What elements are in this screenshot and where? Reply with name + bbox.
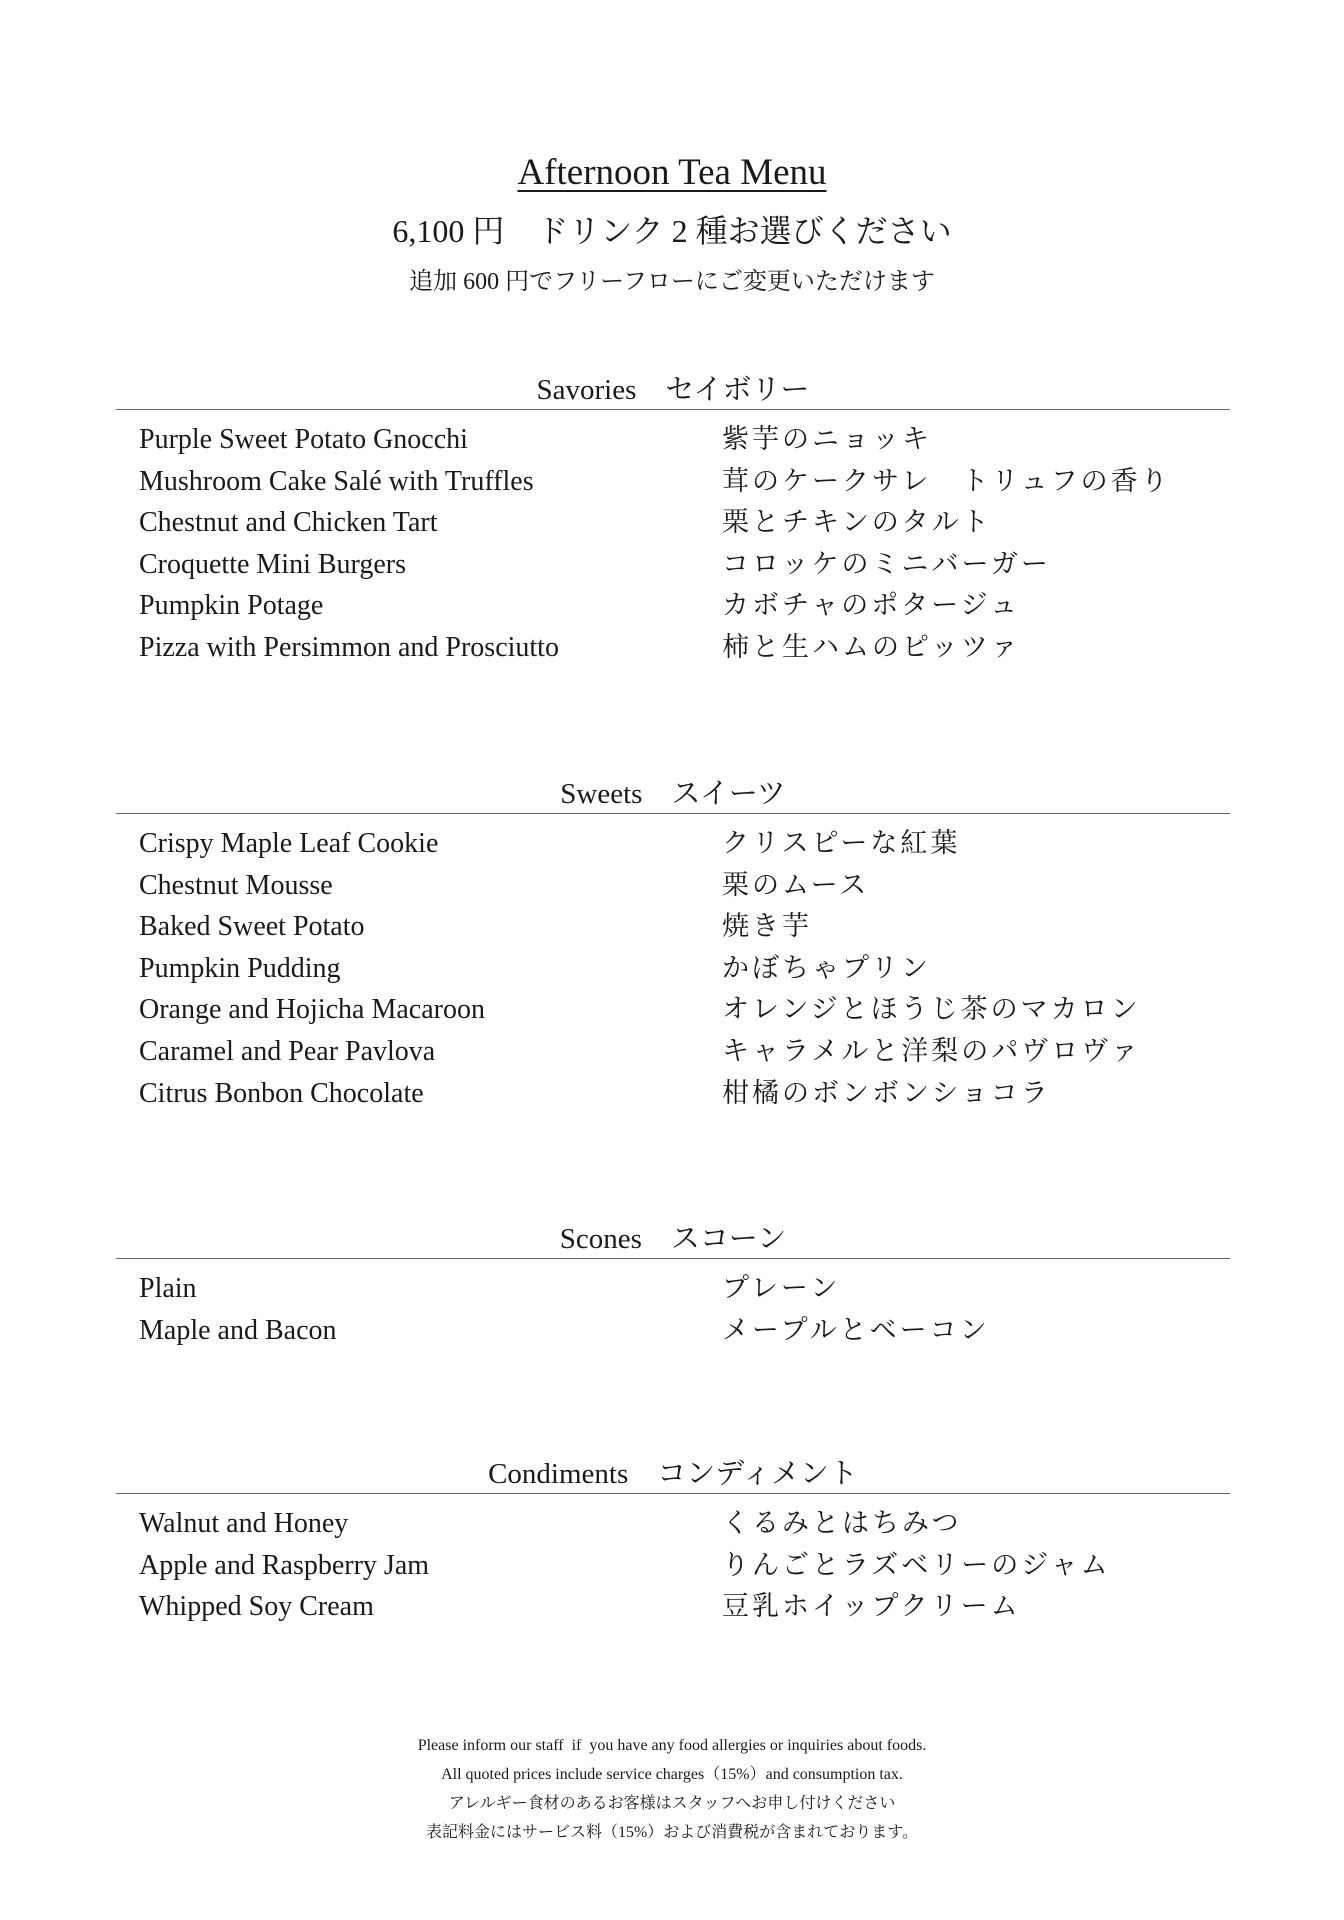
item-list xyxy=(116,1268,1230,1351)
item-name-en: Pumpkin Potage xyxy=(139,590,324,622)
section-heading: Sweets スイーツ xyxy=(560,778,786,810)
section-divider xyxy=(116,1493,1230,1494)
item-name-ja: 柿と生ハムのピッツァ xyxy=(722,631,1021,662)
price-note-en: All quoted prices include service charges（15%）and consumption tax. xyxy=(441,1766,903,1783)
item-name-ja: オレンジとほうじ茶のマカロン xyxy=(722,994,1141,1025)
item-name-en: Caramel and Pear Pavlova xyxy=(139,1035,436,1067)
item-name-en: Purple Sweet Potato Gnocchi xyxy=(139,424,468,455)
section-condiments xyxy=(116,1455,1230,1628)
item-name-en: Citrus Bonbon Chocolate xyxy=(139,1077,424,1109)
item-name-ja: 柑橘のボンボンショコラ xyxy=(722,1077,1051,1108)
item-name-ja: かぼちゃプリン xyxy=(722,952,931,983)
item-name-ja: キャラメルと洋梨のパヴロヴァ xyxy=(722,1035,1141,1066)
item-name-ja: クリスピーな紅葉 xyxy=(722,828,961,858)
item-name-en: Walnut and Honey xyxy=(139,1508,349,1539)
item-name-ja: コロッケのミニバーガー xyxy=(722,548,1051,579)
section-divider xyxy=(116,409,1230,410)
menu-title xyxy=(0,150,1344,196)
item-name-ja: 栗とチキンのタルト xyxy=(722,507,992,538)
section-savories xyxy=(116,371,1230,669)
item-list xyxy=(116,1503,1230,1628)
item-name-en: Croquette Mini Burgers xyxy=(139,548,407,580)
menu-item xyxy=(116,544,1230,586)
item-name-ja: 紫芋のニョッキ xyxy=(722,424,932,454)
item-name-en: Whipped Soy Cream xyxy=(139,1591,374,1623)
menu-item xyxy=(116,1545,1230,1587)
footer-notes xyxy=(0,1731,1344,1847)
item-list xyxy=(116,419,1230,669)
item-list xyxy=(116,823,1230,1114)
item-name-en: Chestnut Mousse xyxy=(139,869,333,901)
item-name-en: Chestnut and Chicken Tart xyxy=(139,507,438,539)
item-name-ja: 豆乳ホイップクリーム xyxy=(722,1591,1021,1622)
item-name-ja: 栗のムース xyxy=(722,869,870,900)
price-line: 6,100 円 ドリンク 2 種お選びください xyxy=(392,213,952,249)
section-divider xyxy=(116,813,1230,814)
item-name-ja: カボチャのポタージュ xyxy=(722,590,1021,621)
item-name-ja: くるみとはちみつ xyxy=(722,1508,962,1538)
menu-item xyxy=(116,1268,1230,1310)
section-heading: Savories セイボリー xyxy=(536,374,810,406)
section-heading: Condiments コンディメント xyxy=(488,1458,858,1490)
item-name-ja: りんごとラズベリーのジャム xyxy=(722,1549,1111,1580)
menu-item xyxy=(116,502,1230,544)
item-name-en: Orange and Hojicha Macaroon xyxy=(139,994,485,1026)
menu-item xyxy=(116,627,1230,669)
menu-item xyxy=(116,865,1230,907)
item-name-ja: 焼き芋 xyxy=(722,911,812,942)
section-divider xyxy=(116,1258,1230,1259)
menu-item xyxy=(116,906,1230,948)
allergy-note-en: Please inform our staff if you have any food allergies or inquiries about foods. xyxy=(417,1737,927,1754)
item-name-ja: プレーン xyxy=(722,1273,841,1303)
item-name-ja: メープルとベーコン xyxy=(722,1314,990,1345)
free-flow-note: 追加 600 円でフリーフローにご変更いただけます xyxy=(409,269,935,295)
item-name-ja: 茸のケークサレ トリュフの香り xyxy=(722,465,1171,496)
menu-item xyxy=(116,948,1230,990)
menu-item xyxy=(116,1503,1230,1545)
menu-item xyxy=(116,989,1230,1031)
menu-item xyxy=(116,1031,1230,1073)
item-name-en: Crispy Maple Leaf Cookie xyxy=(139,828,439,859)
menu-title-text: Afternoon Tea Menu xyxy=(517,152,827,193)
menu-item xyxy=(116,585,1230,627)
item-name-en: Mushroom Cake Salé with Truffles xyxy=(139,465,534,497)
menu-item xyxy=(116,419,1230,461)
item-name-en: Pizza with Persimmon and Prosciutto xyxy=(139,631,559,663)
section-heading: Scones スコーン xyxy=(559,1223,787,1255)
menu-item xyxy=(116,1073,1230,1115)
menu-item xyxy=(116,823,1230,865)
section-sweets xyxy=(116,775,1230,1114)
allergy-note-ja: アレルギー食材のあるお客様はスタッフへお申し付けください xyxy=(448,1795,896,1812)
item-name-en: Apple and Raspberry Jam xyxy=(139,1549,430,1581)
menu-item xyxy=(116,1586,1230,1628)
menu-item xyxy=(116,461,1230,503)
item-name-en: Baked Sweet Potato xyxy=(139,911,365,943)
price-note-ja: 表記料金にはサービス料（15%）および消費税が含まれております。 xyxy=(425,1824,919,1841)
menu-item xyxy=(116,1310,1230,1352)
section-scones xyxy=(116,1220,1230,1351)
item-name-en: Pumpkin Pudding xyxy=(139,952,341,984)
item-name-en: Plain xyxy=(139,1273,197,1304)
item-name-en: Maple and Bacon xyxy=(139,1314,337,1346)
